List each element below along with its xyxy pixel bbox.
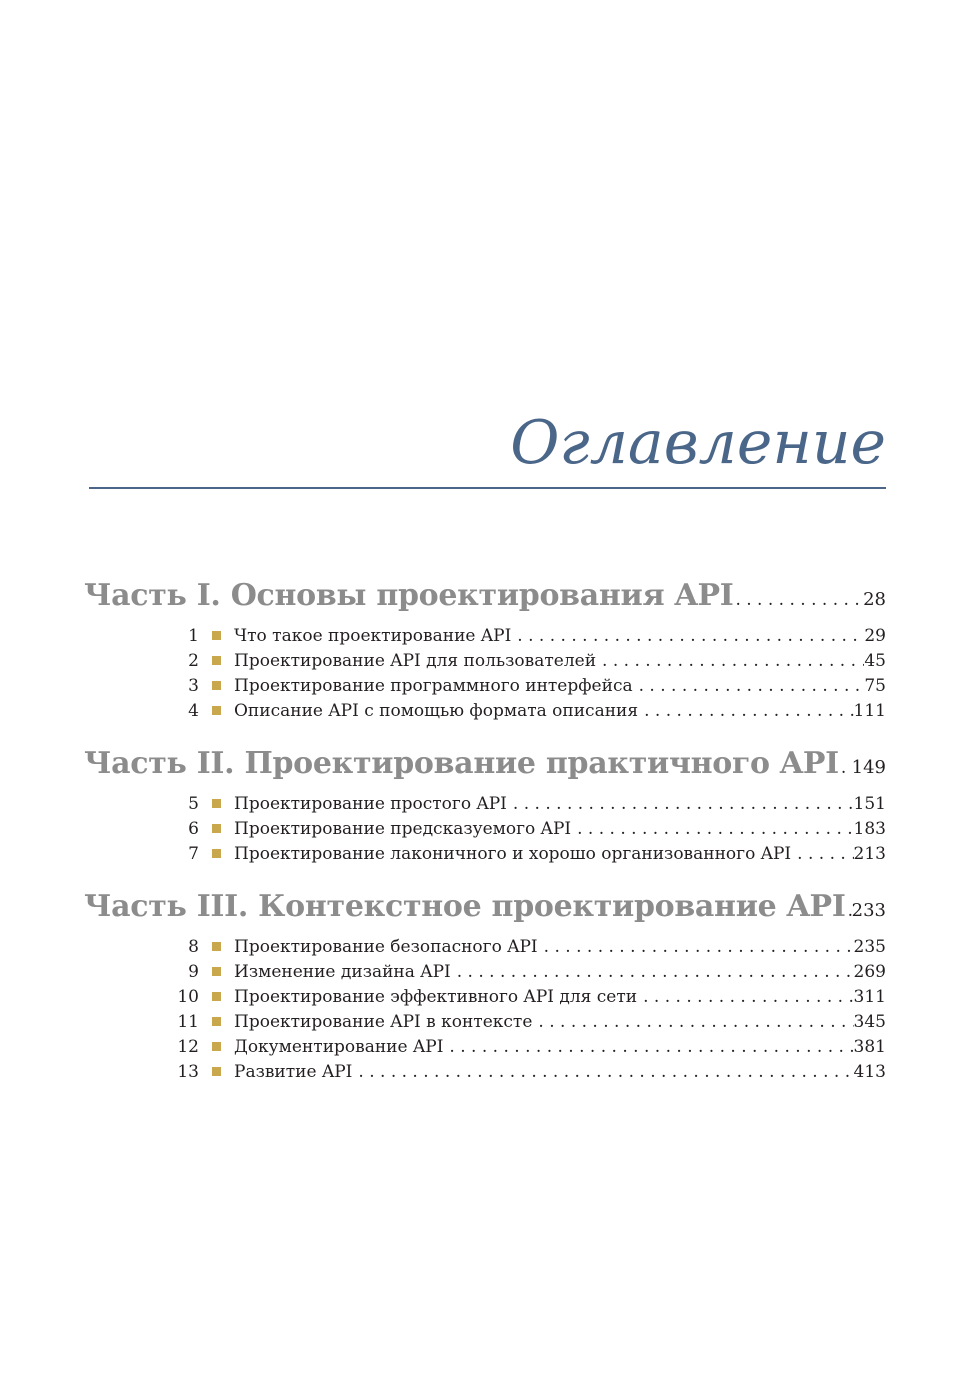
chapter-number: 6 — [188, 819, 199, 839]
dot-leader — [791, 842, 853, 867]
toc-part — [84, 879, 886, 1085]
square-bullet-icon — [212, 681, 221, 690]
dot-leader — [507, 792, 854, 817]
chapter-title: Развитие API — [234, 1062, 353, 1082]
toc-chapter[interactable] — [84, 1010, 886, 1035]
chapter-number: 7 — [188, 844, 199, 864]
dot-leader — [637, 985, 853, 1010]
part-page-number: 149 — [851, 757, 886, 778]
chapter-number: 12 — [177, 1037, 199, 1057]
square-bullet-icon — [212, 706, 221, 715]
part-title: Часть I. Основы проектирования API — [84, 578, 734, 613]
chapter-page-number: 345 — [853, 1012, 886, 1032]
page-title: Оглавление — [510, 408, 886, 478]
chapter-page-number: 269 — [853, 962, 886, 982]
chapter-list — [84, 792, 886, 867]
chapter-number: 2 — [188, 651, 199, 671]
toc-chapter[interactable] — [84, 1060, 886, 1085]
dot-leader — [638, 699, 853, 724]
chapter-number: 13 — [177, 1062, 199, 1082]
chapter-title: Проектирование API для пользователей — [234, 651, 597, 671]
toc-chapter[interactable] — [84, 960, 886, 985]
toc-part-heading[interactable] — [84, 879, 886, 935]
toc-chapter[interactable] — [84, 674, 886, 699]
chapter-list — [84, 935, 886, 1085]
chapter-page-number: 29 — [864, 626, 886, 646]
dot-leader — [733, 572, 863, 628]
toc-chapter[interactable] — [84, 935, 886, 960]
chapter-title: Описание API с помощью формата описания — [234, 701, 639, 721]
chapter-page-number: 183 — [853, 819, 886, 839]
dot-leader — [443, 1035, 853, 1060]
chapter-title: Документирование API — [234, 1037, 444, 1057]
dot-leader — [511, 624, 864, 649]
toc-chapter[interactable] — [84, 817, 886, 842]
chapter-page-number: 75 — [864, 676, 886, 696]
chapter-title: Проектирование эффективного API для сети — [234, 987, 638, 1007]
square-bullet-icon — [212, 631, 221, 640]
chapter-page-number: 111 — [853, 701, 886, 721]
square-bullet-icon — [212, 967, 221, 976]
square-bullet-icon — [212, 992, 221, 1001]
square-bullet-icon — [212, 1017, 221, 1026]
part-page-number: 233 — [851, 900, 886, 921]
chapter-title: Проектирование программного интерфейса — [234, 676, 633, 696]
square-bullet-icon — [212, 1067, 221, 1076]
toc-chapter[interactable] — [84, 792, 886, 817]
square-bullet-icon — [212, 1042, 221, 1051]
chapter-title: Изменение дизайна API — [234, 962, 451, 982]
square-bullet-icon — [212, 799, 221, 808]
square-bullet-icon — [212, 656, 221, 665]
toc-chapter[interactable] — [84, 1035, 886, 1060]
chapter-number: 5 — [188, 794, 199, 814]
toc-chapter[interactable] — [84, 649, 886, 674]
part-title: Часть II. Проектирование практичного API — [84, 746, 839, 781]
toc-chapter[interactable] — [84, 699, 886, 724]
chapter-title: Проектирование предсказуемого API — [234, 819, 572, 839]
chapter-number: 11 — [177, 1012, 199, 1032]
chapter-page-number: 151 — [853, 794, 886, 814]
chapter-title: Что такое проектирование API — [234, 626, 512, 646]
chapter-number: 8 — [188, 937, 199, 957]
part-title: Часть III. Контекстное проектирование API — [84, 889, 846, 924]
toc-chapter[interactable] — [84, 624, 886, 649]
square-bullet-icon — [212, 942, 221, 951]
toc-part-heading[interactable] — [84, 568, 886, 624]
chapter-number: 9 — [188, 962, 199, 982]
chapter-title: Проектирование API в контексте — [234, 1012, 533, 1032]
chapter-page-number: 413 — [853, 1062, 886, 1082]
chapter-page-number: 213 — [853, 844, 886, 864]
chapter-number: 4 — [188, 701, 199, 721]
dot-leader — [633, 674, 865, 699]
square-bullet-icon — [212, 849, 221, 858]
dot-leader — [532, 1010, 853, 1035]
toc-chapter[interactable] — [84, 842, 886, 867]
chapter-title: Проектирование простого API — [234, 794, 507, 814]
dot-leader — [451, 960, 854, 985]
chapter-page-number: 311 — [853, 987, 886, 1007]
chapter-number: 3 — [188, 676, 199, 696]
chapter-page-number: 45 — [864, 651, 886, 671]
title-divider — [89, 487, 886, 489]
chapter-number: 1 — [188, 626, 199, 646]
dot-leader — [538, 935, 854, 960]
chapter-page-number: 381 — [853, 1037, 886, 1057]
part-page-number: 28 — [863, 589, 886, 610]
dot-leader — [352, 1060, 853, 1085]
table-of-contents — [84, 568, 886, 1085]
chapter-list — [84, 624, 886, 724]
chapter-title: Проектирование лаконичного и хорошо организованного API — [234, 844, 792, 864]
dot-leader — [571, 817, 853, 842]
chapter-page-number: 235 — [853, 937, 886, 957]
toc-chapter[interactable] — [84, 985, 886, 1010]
chapter-title: Проектирование безопасного API — [234, 937, 538, 957]
dot-leader — [839, 740, 852, 796]
chapter-number: 10 — [177, 987, 199, 1007]
toc-part — [84, 736, 886, 867]
dot-leader — [596, 649, 864, 674]
toc-part-heading[interactable] — [84, 736, 886, 792]
toc-part — [84, 568, 886, 724]
square-bullet-icon — [212, 824, 221, 833]
